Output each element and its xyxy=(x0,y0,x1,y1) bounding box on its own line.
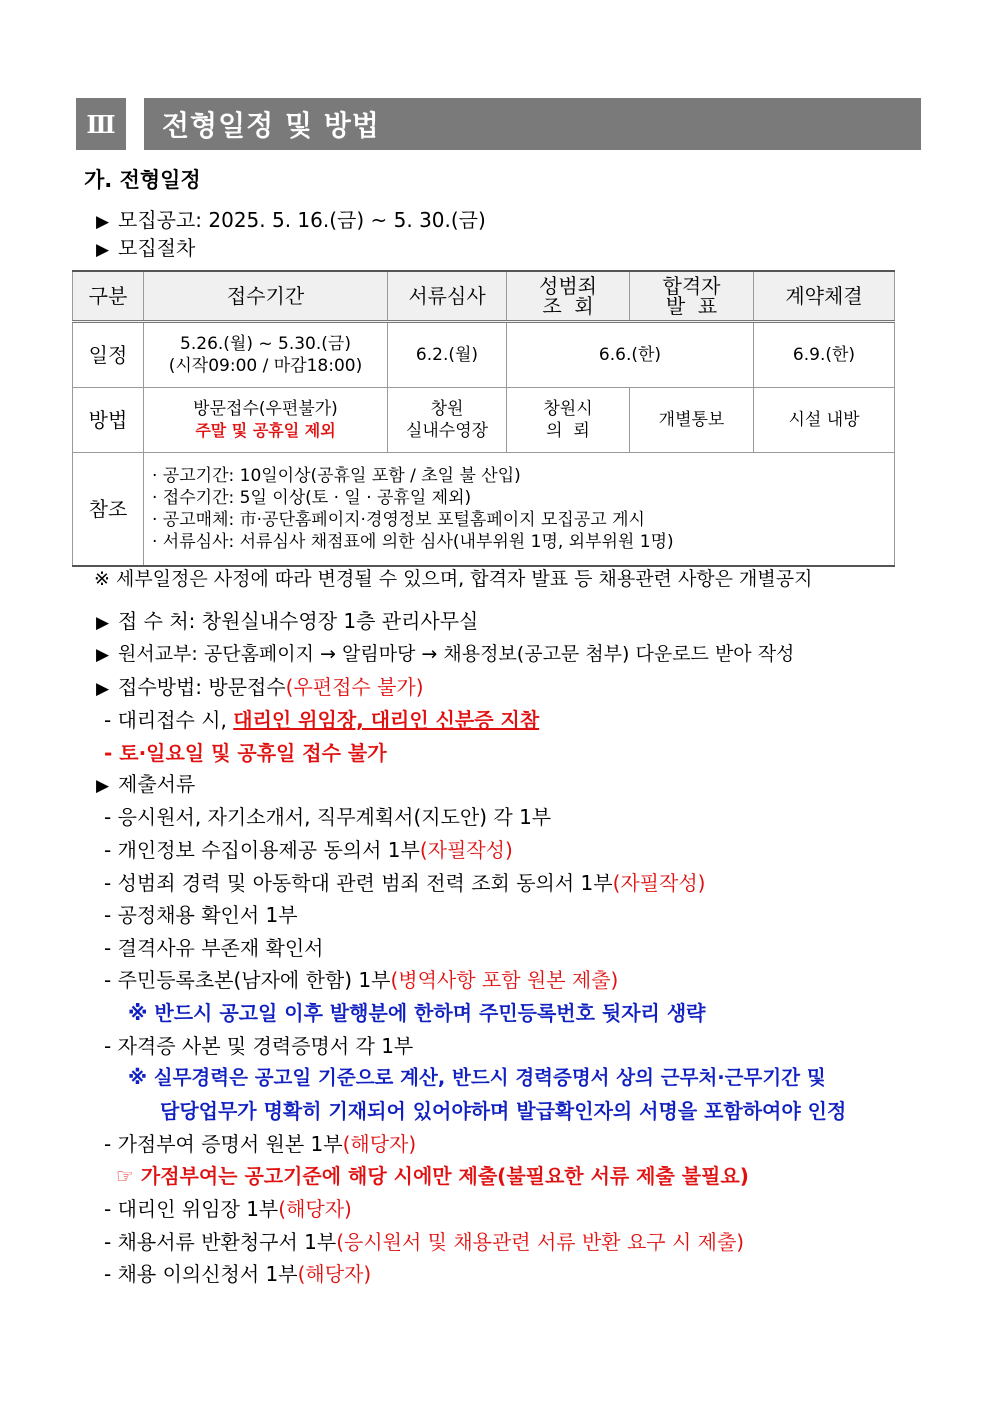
doc-item: - 가점부여 증명서 원본 1부(해당자) xyxy=(104,1132,417,1156)
procedure-text: 모집절차 xyxy=(118,236,196,260)
notes-row xyxy=(73,453,895,567)
schedule-table xyxy=(72,270,895,567)
procedure-line xyxy=(96,235,195,263)
schedule-label: 일정 xyxy=(73,322,144,388)
note-item: · 공고매체: 市·공단홈페이지·경영정보 포털홈페이지 모집공고 게시 xyxy=(152,510,645,530)
header-announce: 합격자 발 표 xyxy=(630,271,754,322)
note-item: · 공고기간: 10일이상(공휴일 포함 / 초일 불 산입) xyxy=(152,466,521,486)
method-contract: 시설 내방 xyxy=(754,388,895,453)
triangle-bullet-icon: ▶ xyxy=(96,212,110,232)
header-crime-check: 성범죄 조 회 xyxy=(507,271,630,322)
triangle-bullet-icon: ▶ xyxy=(96,240,110,260)
doc-item: - 결격사유 부존재 확인서 xyxy=(104,936,324,960)
doc-item: - 채용 이의신청서 1부(해당자) xyxy=(104,1262,372,1286)
section-title: 전형일정 및 방법 xyxy=(144,98,921,150)
doc-note: ※ 실무경력은 공고일 기준으로 계산, 반드시 경력증명서 상의 근무처·근무기간 및 xyxy=(128,1066,826,1089)
doc-item: - 대리인 위임장 1부(해당자) xyxy=(104,1197,352,1221)
doc-note: 담당업무가 명확히 기재되어 있어야하며 발급확인자의 서명을 포함하여야 인정 xyxy=(160,1099,847,1123)
method-screening: 창원 실내수영장 xyxy=(388,388,507,453)
notes-cell xyxy=(144,453,895,567)
table-header-row xyxy=(73,271,895,322)
method-crime: 창원시 의 뢰 xyxy=(507,388,630,453)
note-item: · 서류심사: 서류심사 채점표에 의한 심사(내부위원 1명, 외부위원 1명) xyxy=(152,532,674,552)
triangle-bullet-icon: ▶ xyxy=(96,679,110,699)
notice-line xyxy=(96,207,486,235)
doc-item: - 자격증 사본 및 경력증명서 각 1부 xyxy=(104,1034,414,1058)
section-header xyxy=(76,98,921,150)
schedule-contract: 6.9.(한) xyxy=(754,322,895,388)
method-row xyxy=(73,388,895,453)
schedule-reception: 5.26.(월) ~ 5.30.(금) (시작09:00 / 마감18:00) xyxy=(144,322,388,388)
header-contract: 계약체결 xyxy=(754,271,895,322)
remark-line: ※ 세부일정은 사정에 따라 변경될 수 있으며, 합격자 발표 등 채용관련 사항은 개별공지 xyxy=(94,568,813,590)
header-reception: 접수기간 xyxy=(144,271,388,322)
doc-item: - 공정채용 확인서 1부 xyxy=(104,903,298,927)
doc-note: ☞ 가점부여는 공고기준에 해당 시에만 제출(불필요한 서류 제출 불필요) xyxy=(116,1164,749,1188)
method-label: 방법 xyxy=(73,388,144,453)
triangle-bullet-icon: ▶ xyxy=(96,645,110,665)
method-line: ▶ 접수방법: 방문접수(우편접수 불가) xyxy=(96,674,424,702)
doc-item: - 응시원서, 자기소개서, 직무계획서(지도안) 각 1부 xyxy=(104,805,552,829)
doc-item: - 주민등록초본(남자에 한함) 1부(병역사항 포함 원본 제출) xyxy=(104,968,619,992)
reception-place-line: ▶ 접 수 처: 창원실내수영장 1층 관리사무실 xyxy=(96,608,478,636)
header-screening: 서류심사 xyxy=(388,271,507,322)
header-category: 구분 xyxy=(73,271,144,322)
weekend-line: - 토·일요일 및 공휴일 접수 불가 xyxy=(104,741,387,765)
method-reception: 방문접수(우편불가) 주말 및 공휴일 제외 xyxy=(144,388,388,453)
doc-item: - 성범죄 경력 및 아동학대 관련 범죄 전력 조회 동의서 1부(자필작성) xyxy=(104,871,706,895)
triangle-bullet-icon: ▶ xyxy=(96,613,110,633)
proxy-line: - 대리접수 시, 대리인 위임장, 대리인 신분증 지참 xyxy=(104,708,540,732)
doc-note: ※ 반드시 공고일 이후 발행분에 한하며 주민등록번호 뒷자리 생략 xyxy=(128,1001,706,1025)
section-number: Ⅲ xyxy=(76,98,126,150)
notes-label: 참조 xyxy=(73,453,144,567)
form-line: ▶ 원서교부: 공단홈페이지 → 알림마당 → 채용정보(공고문 첨부) 다운로드 받아 작성 xyxy=(96,641,794,668)
schedule-screening: 6.2.(월) xyxy=(388,322,507,388)
method-announce: 개별통보 xyxy=(630,388,754,453)
triangle-bullet-icon: ▶ xyxy=(96,776,110,796)
schedule-crime-announce: 6.6.(한) xyxy=(507,322,754,388)
schedule-row xyxy=(73,322,895,388)
docs-title-line: ▶ 제출서류 xyxy=(96,771,195,799)
doc-item: - 채용서류 반환청구서 1부(응시원서 및 채용관련 서류 반환 요구 시 제출) xyxy=(104,1230,745,1254)
doc-item: - 개인정보 수집이용제공 동의서 1부(자필작성) xyxy=(104,838,513,862)
sub-heading: 가. 전형일정 xyxy=(84,168,201,192)
note-item: · 접수기간: 5일 이상(토 · 일 · 공휴일 제외) xyxy=(152,488,472,508)
notice-text: 모집공고: 2025. 5. 16.(금) ~ 5. 30.(금) xyxy=(118,208,486,232)
